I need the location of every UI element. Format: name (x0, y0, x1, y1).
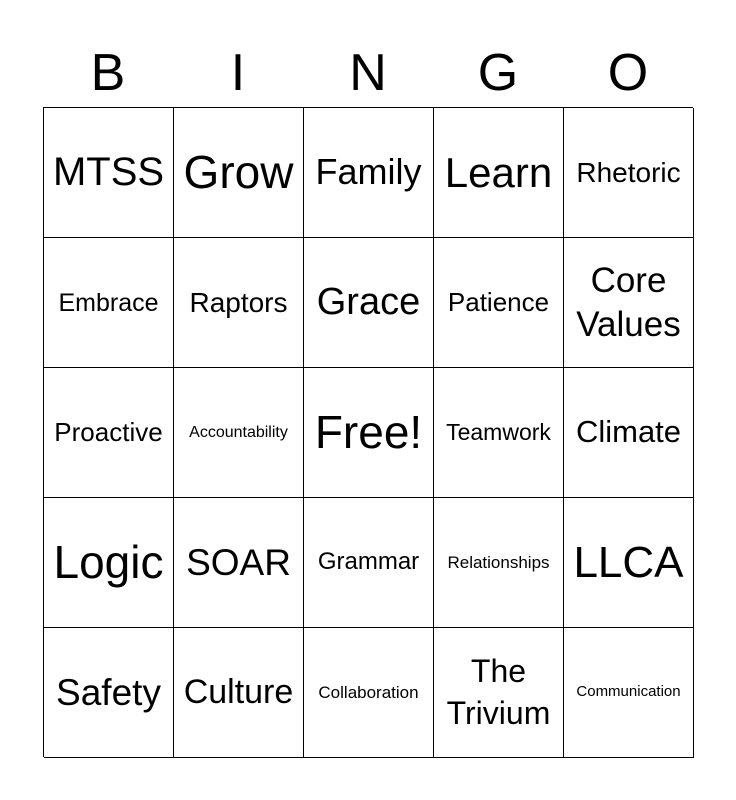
cell-text: Accountability (189, 423, 288, 441)
bingo-card-grid (43, 107, 693, 757)
cell-text: SOAR (186, 541, 291, 583)
bingo-cell[interactable] (174, 498, 304, 628)
cell-text: Communication (576, 683, 681, 701)
bingo-cell[interactable] (564, 238, 694, 368)
cell-text: Safety (56, 671, 161, 713)
bingo-cell[interactable] (304, 628, 434, 758)
header-letter-o: O (607, 44, 649, 102)
bingo-cell[interactable] (304, 108, 434, 238)
bingo-cell[interactable] (564, 628, 694, 758)
cell-text: Raptors (189, 286, 288, 318)
header-letter-g: G (477, 44, 519, 102)
bingo-cell[interactable] (304, 498, 434, 628)
bingo-cell[interactable] (564, 498, 694, 628)
bingo-cell[interactable] (44, 368, 174, 498)
header-letter-n: N (349, 44, 387, 102)
bingo-cell[interactable] (44, 498, 174, 628)
bingo-cell[interactable] (44, 108, 174, 238)
cell-text: Relationships (447, 552, 550, 572)
cell-text: Grace (316, 281, 421, 324)
bingo-cell[interactable] (174, 108, 304, 238)
bingo-cell[interactable] (434, 628, 564, 758)
cell-text: Rhetoric (576, 156, 681, 188)
cell-text: Climate (575, 414, 682, 450)
cell-text: Grow (183, 145, 294, 198)
cell-text: Core Values (576, 260, 681, 344)
cell-text: Logic (53, 535, 164, 588)
cell-text: The Trivium (446, 652, 551, 731)
bingo-cell[interactable] (564, 368, 694, 498)
cell-text: MTSS (52, 150, 165, 195)
bingo-cell[interactable] (564, 108, 694, 238)
bingo-cell[interactable] (304, 368, 434, 498)
cell-text: Grammar (317, 548, 420, 576)
bingo-cell[interactable] (434, 498, 564, 628)
cell-text: Teamwork (446, 418, 551, 445)
bingo-cell[interactable] (174, 368, 304, 498)
bingo-cell[interactable] (174, 628, 304, 758)
bingo-cell[interactable] (44, 628, 174, 758)
bingo-cell[interactable] (434, 108, 564, 238)
cell-text: Proactive (54, 416, 163, 447)
cell-text: Patience (447, 286, 550, 317)
cell-text: Collaboration (318, 682, 419, 702)
header-letter-i: I (230, 44, 246, 102)
bingo-cell[interactable] (434, 368, 564, 498)
bingo-header (43, 40, 693, 106)
bingo-cell[interactable] (174, 238, 304, 368)
bingo-cell[interactable] (434, 238, 564, 368)
bingo-cell[interactable] (44, 238, 174, 368)
cell-text: Culture (183, 673, 294, 712)
cell-text: Free! (314, 405, 423, 458)
cell-text: Embrace (58, 288, 159, 317)
bingo-cell[interactable] (304, 238, 434, 368)
cell-text: Learn (444, 148, 553, 196)
header-letter-b: B (90, 44, 126, 102)
cell-text: LLCA (573, 537, 684, 587)
cell-text: Family (315, 151, 422, 193)
